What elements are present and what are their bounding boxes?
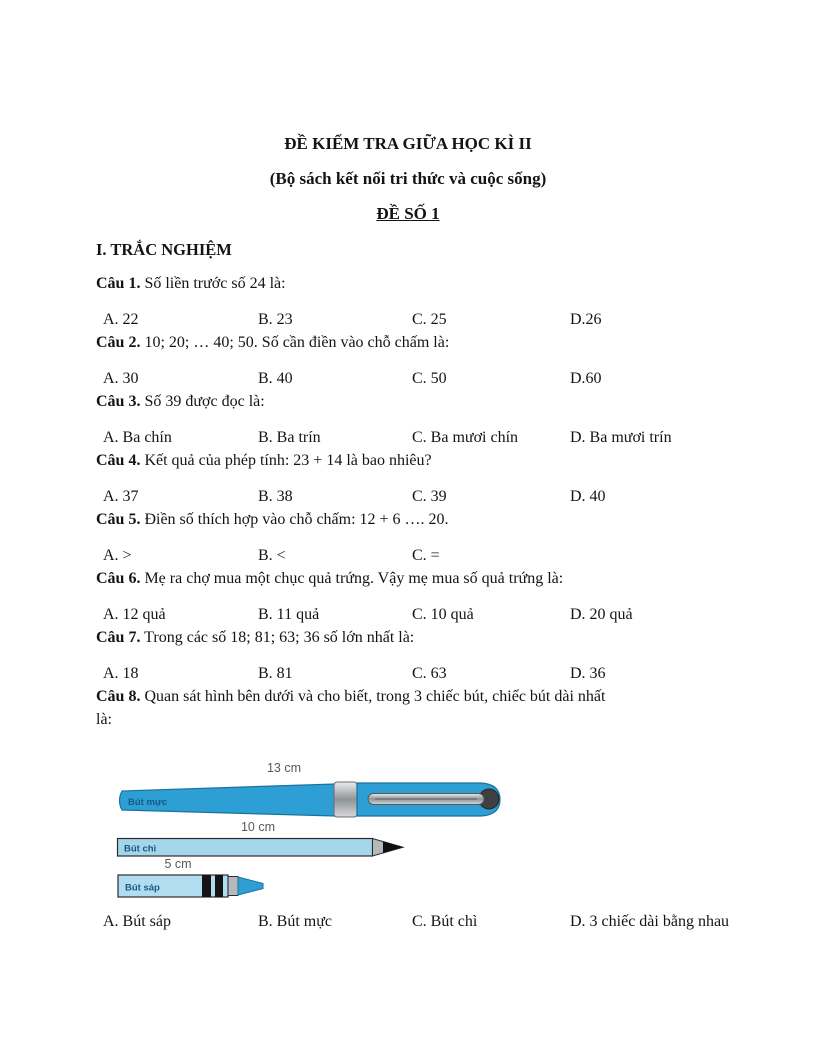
fountain-pen	[120, 761, 501, 817]
question-block	[96, 567, 720, 626]
question-paragraph	[96, 626, 720, 649]
option-A: A. Ba chín	[103, 429, 172, 446]
crayon	[118, 857, 263, 897]
question-paragraph	[96, 449, 720, 472]
exam-title: ĐỀ KIỂM TRA GIỮA HỌC KÌ II	[284, 134, 532, 153]
question-text: Mẹ ra chợ mua một chục quả trứng. Vậy mẹ mua số quả trứng là:	[144, 570, 564, 587]
crayon-stripe-1	[202, 875, 211, 897]
option-B: B. 11 quả	[258, 606, 320, 623]
question-text: Điền số thích hợp vào chỗ chấm: 12 + 6 …. 20.	[144, 511, 449, 528]
question-label: Câu 2.	[96, 334, 141, 351]
question-paragraph	[96, 685, 720, 731]
option-A: A. 22	[103, 311, 139, 328]
pens-illustration	[116, 744, 556, 904]
option-B: B. 23	[258, 311, 293, 328]
question-text: Số 39 được đọc là:	[144, 393, 265, 410]
exam-number: ĐỀ SỐ 1	[376, 204, 440, 223]
questions-list	[96, 272, 730, 933]
option-C: C. 25	[412, 311, 447, 328]
options-row	[96, 485, 720, 508]
question-label: Câu 8.	[96, 688, 141, 705]
question-label: Câu 4.	[96, 452, 141, 469]
fountain-pen-name-label: Bút mực	[128, 797, 168, 808]
question-paragraph	[96, 272, 720, 295]
question-block	[96, 272, 720, 331]
question-text: Quan sát hình bên dưới và cho biết, trong 3 chiếc bút, chiếc bút dài nhất	[144, 688, 606, 705]
option-D: D.60	[570, 370, 602, 387]
option-C: C. 39	[412, 488, 447, 505]
option-A: A. 37	[103, 488, 139, 505]
option-B: B. Ba trín	[258, 429, 321, 446]
question-block	[96, 390, 720, 449]
pencil-name-label: Bút chì	[124, 843, 157, 855]
option-C: C. Bút chì	[412, 913, 478, 930]
pencil	[118, 820, 404, 856]
question-block	[96, 331, 720, 390]
option-D: D. 36	[570, 665, 606, 682]
options-row	[96, 662, 720, 685]
crayon-tip	[238, 877, 263, 895]
crayon-ring	[228, 877, 238, 896]
option-C: C. 63	[412, 665, 447, 682]
pencil-length-label: 10 cm	[240, 820, 276, 834]
options-row	[96, 910, 730, 933]
option-A: A. Bút sáp	[103, 913, 171, 930]
exam-number-row	[96, 202, 720, 226]
question-text: Trong các số 18; 81; 63; 36 số lớn nhất là:	[144, 629, 415, 646]
option-B: B. 81	[258, 665, 293, 682]
options-row	[96, 544, 720, 567]
option-D: D. Ba mươi trín	[570, 429, 672, 446]
options-row	[96, 603, 720, 626]
options-row	[96, 426, 720, 449]
exam-subtitle: (Bộ sách kết nối tri thức và cuộc sống)	[269, 169, 547, 188]
option-C: C. 50	[412, 370, 447, 387]
options-row	[96, 367, 720, 390]
question-text-line2: là:	[96, 711, 112, 728]
option-A: A. 18	[103, 665, 139, 682]
fountain-pen-silver-band	[334, 782, 357, 817]
option-A: A. >	[103, 547, 132, 564]
section-heading: I. TRẮC NGHIỆM	[96, 240, 232, 259]
option-C: C. Ba mươi chín	[412, 429, 519, 446]
crayon-length-label: 5 cm	[164, 857, 192, 871]
question-paragraph	[96, 567, 720, 590]
options-row	[96, 308, 720, 331]
question-block	[96, 685, 730, 933]
question-block	[96, 626, 720, 685]
pens-figure	[116, 744, 556, 904]
option-C: C. 10 quả	[412, 606, 474, 623]
question-paragraph	[96, 331, 720, 354]
option-D: D.26	[570, 311, 602, 328]
question-text: Kết quả của phép tính: 23 + 14 là bao nhiêu?	[144, 452, 432, 469]
question-block	[96, 508, 720, 567]
question-label: Câu 3.	[96, 393, 141, 410]
question-label: Câu 5.	[96, 511, 141, 528]
pencil-lead-tip	[383, 842, 403, 853]
question-label: Câu 1.	[96, 275, 141, 292]
option-B: B. 40	[258, 370, 293, 387]
question-label: Câu 6.	[96, 570, 141, 587]
option-A: A. 12 quả	[103, 606, 166, 623]
option-B: B. Bút mực	[258, 913, 333, 930]
question-block	[96, 449, 720, 508]
question-paragraph	[96, 390, 720, 413]
option-A: A. 30	[103, 370, 139, 387]
option-B: B. 38	[258, 488, 293, 505]
option-D: D. 3 chiếc dài bằng nhau	[570, 913, 730, 930]
option-B: B. <	[258, 547, 286, 564]
fountain-pen-length-label: 13 cm	[266, 761, 302, 775]
crayon-stripe-2	[215, 875, 223, 897]
question-label: Câu 7.	[96, 629, 141, 646]
question-paragraph	[96, 508, 720, 531]
question-text: Số liền trước số 24 là:	[144, 275, 286, 292]
crayon-name-label: Bút sáp	[125, 882, 160, 894]
question-text: 10; 20; … 40; 50. Số cần điền vào chỗ chấm là:	[144, 334, 450, 351]
option-D: D. 40	[570, 488, 606, 505]
option-D: D. 20 quả	[570, 606, 633, 623]
option-C: C. =	[412, 547, 440, 564]
